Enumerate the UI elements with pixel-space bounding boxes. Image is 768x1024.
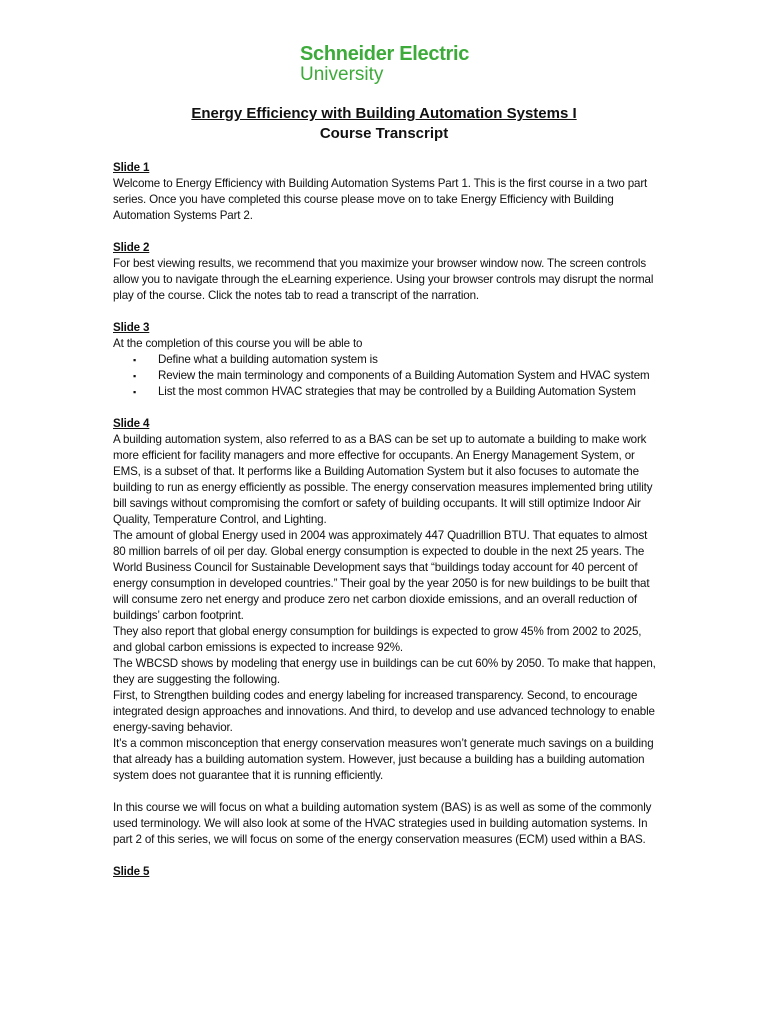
slide-4-heading: Slide 4: [113, 417, 150, 430]
slide-3-bullet-list: [113, 352, 661, 400]
slide-5-heading: Slide 5: [113, 865, 150, 878]
slide-1-heading: Slide 1: [113, 161, 150, 174]
transcript-body: [113, 160, 661, 896]
slide-4-paragraph-2: The amount of global Energy used in 2004 was approximately 447 Quadrillion BTU. That equates to almost 80 million barrels of oil per day. Global energy consumption is expected to double in the next 25 years. The World Business Council for Sustainable Development says that “buildings today account for 40 percent of energy consumption in developed countries.” Their goal by the year 2050 is for new buildings to be built that will consume zero net energy and produce zero net carbon dioxide emissions, and an overall reduction of buildings’ carbon footprint.: [113, 529, 650, 622]
list-item-text: Define what a building automation system is: [158, 353, 378, 366]
slide-2-heading: Slide 2: [113, 241, 150, 254]
bullet-icon: ▪: [133, 387, 137, 397]
paragraph-gap: [113, 784, 661, 800]
schneider-electric-university-logo: [300, 44, 469, 84]
document-title-block: [0, 104, 768, 144]
slide-3-intro: At the completion of this course you will be able to: [113, 337, 363, 350]
bullet-icon: ▪: [133, 355, 137, 365]
logo-line-schneider-electric: Schneider Electric: [300, 43, 470, 65]
bullet-icon: ▪: [133, 371, 137, 381]
slide-4-paragraph-5: First, to Strengthen building codes and energy labeling for increased transparency. Second, to encourage integrated design approaches and innovations. And third, to develop and use advanced technology to enable energy-saving behavior.: [113, 689, 655, 734]
list-item-text: List the most common HVAC strategies that may be controlled by a Building Automation System: [158, 385, 636, 398]
list-item: [133, 368, 661, 384]
slide-4-section: [113, 416, 661, 848]
document-subtitle: Course Transcript: [319, 125, 449, 142]
slide-4-paragraph-4: The WBCSD shows by modeling that energy use in buildings can be cut 60% by 2050. To make that happen, they are suggesting the following.: [113, 657, 656, 686]
list-item: [133, 352, 661, 368]
slide-1-section: [113, 160, 661, 224]
document-title: Energy Efficiency with Building Automation Systems I: [191, 105, 577, 122]
slide-4-paragraph-3: They also report that global energy consumption for buildings is expected to grow 45% from 2002 to 2025, and global carbon emissions is expected to increase 92%.: [113, 625, 642, 654]
list-item-text: Review the main terminology and components of a Building Automation System and HVAC system: [158, 369, 650, 382]
slide-1-paragraph: Welcome to Energy Efficiency with Building Automation Systems Part 1. This is the first course in a two part series. Once you have completed this course please move on to take Energy Efficiency with Building Automation Systems Part 2.: [113, 177, 648, 222]
logo-line-university: University: [300, 64, 384, 85]
slide-4-paragraph-1: A building automation system, also referred to as a BAS can be set up to automate a building to make work more efficient for facility managers and more effective for occupants. An Energy Management System, or EMS, is a subset of that. It performs like a Building Automation System but it also focuses to automate the building to run as energy efficiently as possible. The energy conservation measures implemented bring utility bill savings without compromising the comfort or safety of building occupants. It will still optimize Indoor Air Quality, Temperature Control, and Lighting.: [113, 433, 653, 526]
list-item: [133, 384, 661, 400]
slide-2-paragraph: For best viewing results, we recommend that you maximize your browser window now. The screen controls allow you to navigate through the eLearning experience. Using your browser controls may disrupt the normal play of the course. Click the notes tab to read a transcript of the narration.: [113, 257, 654, 302]
slide-4-paragraph-7: In this course we will focus on what a building automation system (BAS) is as well as some of the commonly used terminology. We will also look at some of the HVAC strategies used in building automation systems. In part 2 of this series, we will focus on some of the energy conservation measures (ECM) used within a BAS.: [113, 801, 652, 846]
slide-4-paragraph-6: It’s a common misconception that energy conservation measures won’t generate much savings on a building that already has a building automation system. However, just because a building has a building automation system does not guarantee that it is running efficiently.: [113, 737, 654, 782]
slide-3-section: [113, 320, 661, 400]
slide-3-heading: Slide 3: [113, 321, 150, 334]
slide-2-section: [113, 240, 661, 304]
slide-5-section: [113, 864, 661, 880]
